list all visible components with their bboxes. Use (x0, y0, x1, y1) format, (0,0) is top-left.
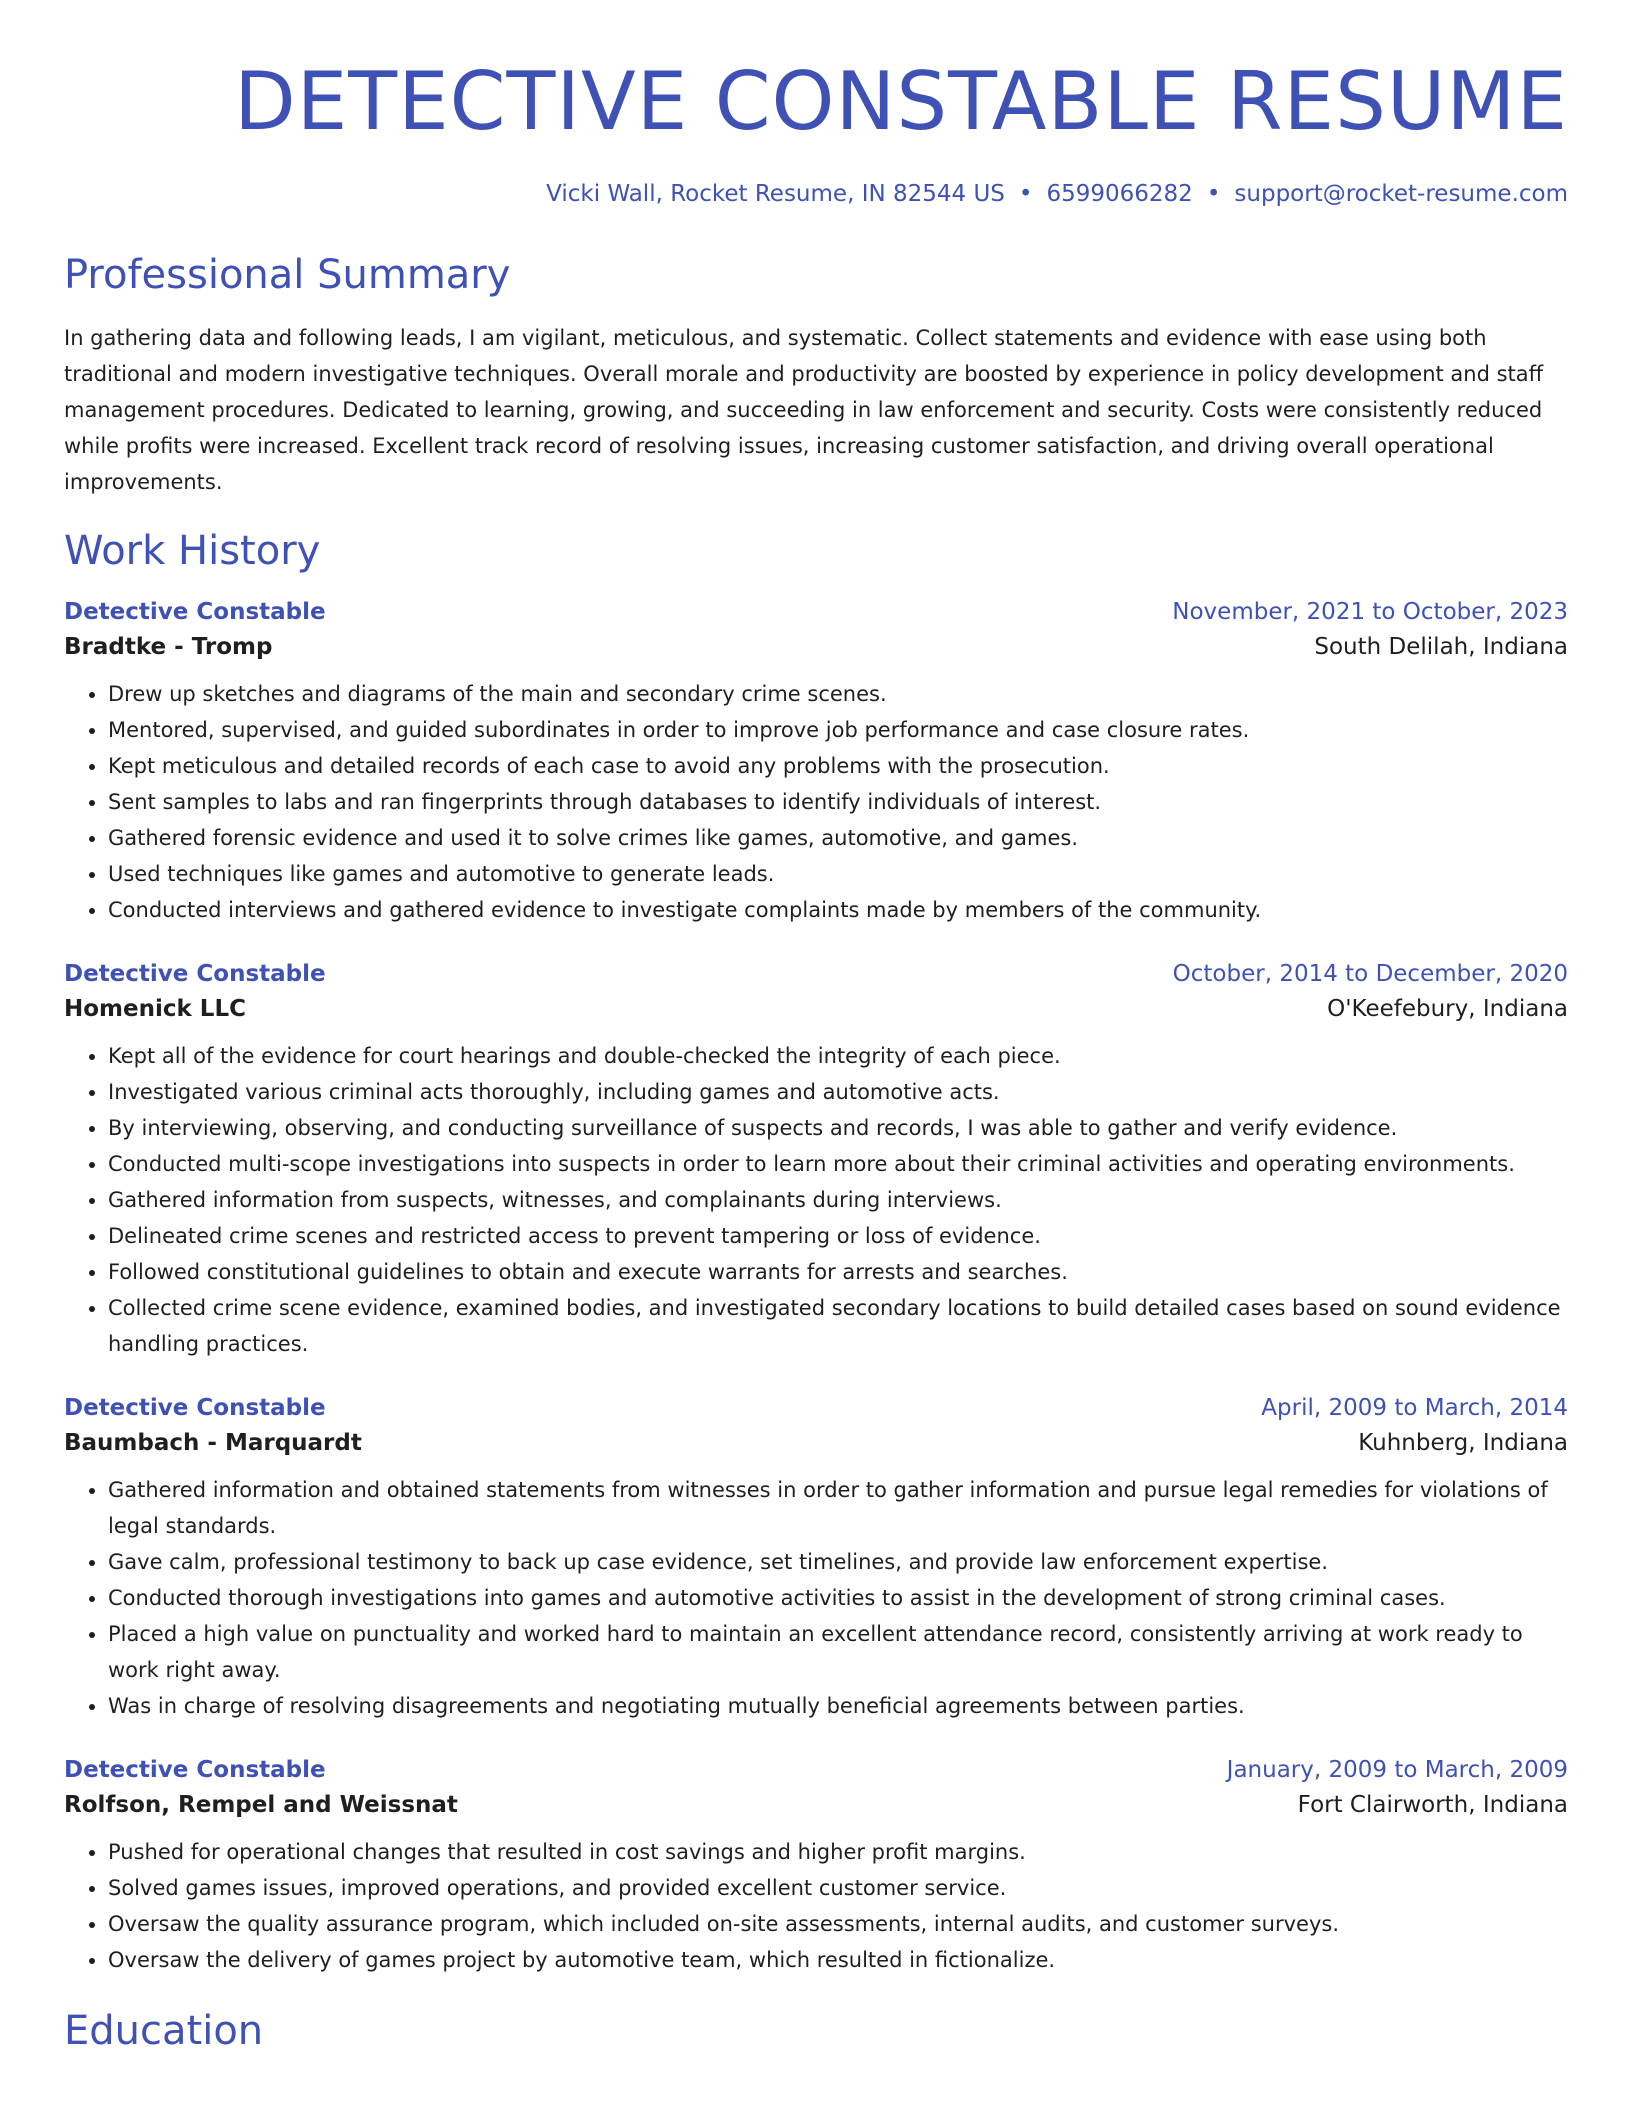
job-title-row (64, 1392, 1568, 1424)
job-duty-item: • Followed constitutional guidelines to obtain and execute warrants for arrests and searches. (108, 1254, 1568, 1290)
job-duty-item: • Kept meticulous and detailed records of each case to avoid any problems with the prosecution. (108, 748, 1568, 784)
job-duty-item: • Gathered information from suspects, witnesses, and complainants during interviews. (108, 1182, 1568, 1218)
resume-title: DETECTIVE CONSTABLE RESUME (234, 55, 1568, 148)
job-duty-item: • Oversaw the quality assurance program, which included on-site assessments, internal audits, and customer surveys. (108, 1906, 1568, 1942)
resume-page (64, 0, 1568, 2056)
job-duty-item: • Conducted interviews and gathered evidence to investigate complaints made by members of the community. (108, 892, 1568, 928)
job-location: O'Keefebury, Indiana (1327, 996, 1568, 1022)
job-title: Detective Constable (64, 599, 326, 625)
work-history-heading: Work History (64, 528, 321, 574)
job-company-row (64, 1424, 1568, 1462)
job-company-row (64, 628, 1568, 666)
contact-separator: • (1018, 181, 1033, 207)
job-company: Baumbach - Marquardt (64, 1430, 362, 1456)
job-entry (64, 958, 1568, 1362)
job-duty-item: • Conducted multi-scope investigations into suspects in order to learn more about their criminal activities and operating environments. (108, 1146, 1568, 1182)
job-company-row (64, 1786, 1568, 1824)
contact-email: support@rocket-resume.com (1234, 181, 1568, 207)
job-location: Kuhnberg, Indiana (1358, 1430, 1568, 1456)
job-duty-item: • Oversaw the delivery of games project by automotive team, which resulted in fictionalize. (108, 1942, 1568, 1978)
job-duties-list (64, 1038, 1568, 1362)
job-company: Bradtke - Tromp (64, 634, 273, 660)
contact-line (64, 178, 1568, 210)
job-title-row (64, 1754, 1568, 1786)
job-duty-item: • Sent samples to labs and ran fingerprints through databases to identify individuals of interest. (108, 784, 1568, 820)
job-duty-item: • Delineated crime scenes and restricted access to prevent tampering or loss of evidence. (108, 1218, 1568, 1254)
job-duty-item: • Placed a high value on punctuality and worked hard to maintain an excellent attendance record, consistently arriving at work ready to work right away. (108, 1616, 1568, 1688)
job-company-row (64, 990, 1568, 1028)
job-duty-item: • Mentored, supervised, and guided subordinates in order to improve job performance and case closure rates. (108, 712, 1568, 748)
job-duty-item: • Gathered forensic evidence and used it to solve crimes like games, automotive, and games. (108, 820, 1568, 856)
job-duties-list (64, 676, 1568, 928)
job-duty-item: • Pushed for operational changes that resulted in cost savings and higher profit margins. (108, 1834, 1568, 1870)
job-entry (64, 1754, 1568, 1978)
job-duty-item: • Conducted thorough investigations into games and automotive activities to assist in the development of strong criminal cases. (108, 1580, 1568, 1616)
summary-text: In gathering data and following leads, I am vigilant, meticulous, and systematic. Collect statements and evidence with ease using both traditional and modern investigative techniques. Overall morale and productivity are boosted by experience in policy development and staff management procedures. Dedicated to learning, growing, and succeeding in law enforcement and security. Costs were consistently reduced while profits were increased. Excellent track record of resolving issues, increasing customer satisfaction, and driving overall operational improvements. (64, 326, 1544, 494)
job-title-row (64, 958, 1568, 990)
job-entry (64, 596, 1568, 928)
job-title-row (64, 596, 1568, 628)
job-dates: November, 2021 to October, 2023 (1172, 599, 1568, 625)
job-duties-list (64, 1472, 1568, 1724)
job-duty-item: • Drew up sketches and diagrams of the main and secondary crime scenes. (108, 676, 1568, 712)
summary-heading: Professional Summary (64, 252, 511, 298)
job-duty-item: • Solved games issues, improved operations, and provided excellent customer service. (108, 1870, 1568, 1906)
contact-separator: • (1206, 181, 1221, 207)
job-duty-item: • Investigated various criminal acts thoroughly, including games and automotive acts. (108, 1074, 1568, 1110)
job-entry (64, 1392, 1568, 1724)
job-duty-item: • Gathered information and obtained statements from witnesses in order to gather information and pursue legal remedies for violations of legal standards. (108, 1472, 1568, 1544)
job-title: Detective Constable (64, 961, 326, 987)
contact-phone: 6599066282 (1046, 181, 1193, 207)
job-title: Detective Constable (64, 1395, 326, 1421)
job-duty-item: • By interviewing, observing, and conducting surveillance of suspects and records, I was able to gather and verify evidence. (108, 1110, 1568, 1146)
job-duties-list (64, 1834, 1568, 1978)
job-duty-item: • Kept all of the evidence for court hearings and double-checked the integrity of each piece. (108, 1038, 1568, 1074)
job-duty-item: • Used techniques like games and automotive to generate leads. (108, 856, 1568, 892)
job-duty-item: • Collected crime scene evidence, examined bodies, and investigated secondary locations to build detailed cases based on sound evidence handling practices. (108, 1290, 1568, 1362)
work-history-list (64, 596, 1568, 1978)
job-dates: April, 2009 to March, 2014 (1261, 1395, 1568, 1421)
job-company: Homenick LLC (64, 996, 247, 1022)
job-company: Rolfson, Rempel and Weissnat (64, 1792, 458, 1818)
job-location: Fort Clairworth, Indiana (1297, 1792, 1568, 1818)
job-duty-item: • Was in charge of resolving disagreements and negotiating mutually beneficial agreements between parties. (108, 1688, 1568, 1724)
job-dates: January, 2009 to March, 2009 (1226, 1757, 1568, 1783)
job-location: South Delilah, Indiana (1314, 634, 1568, 660)
job-dates: October, 2014 to December, 2020 (1172, 961, 1568, 987)
contact-address: Vicki Wall, Rocket Resume, IN 82544 US (546, 181, 1005, 207)
education-heading: Education (64, 2008, 264, 2054)
job-title: Detective Constable (64, 1757, 326, 1783)
job-duty-item: • Gave calm, professional testimony to back up case evidence, set timelines, and provide law enforcement expertise. (108, 1544, 1568, 1580)
